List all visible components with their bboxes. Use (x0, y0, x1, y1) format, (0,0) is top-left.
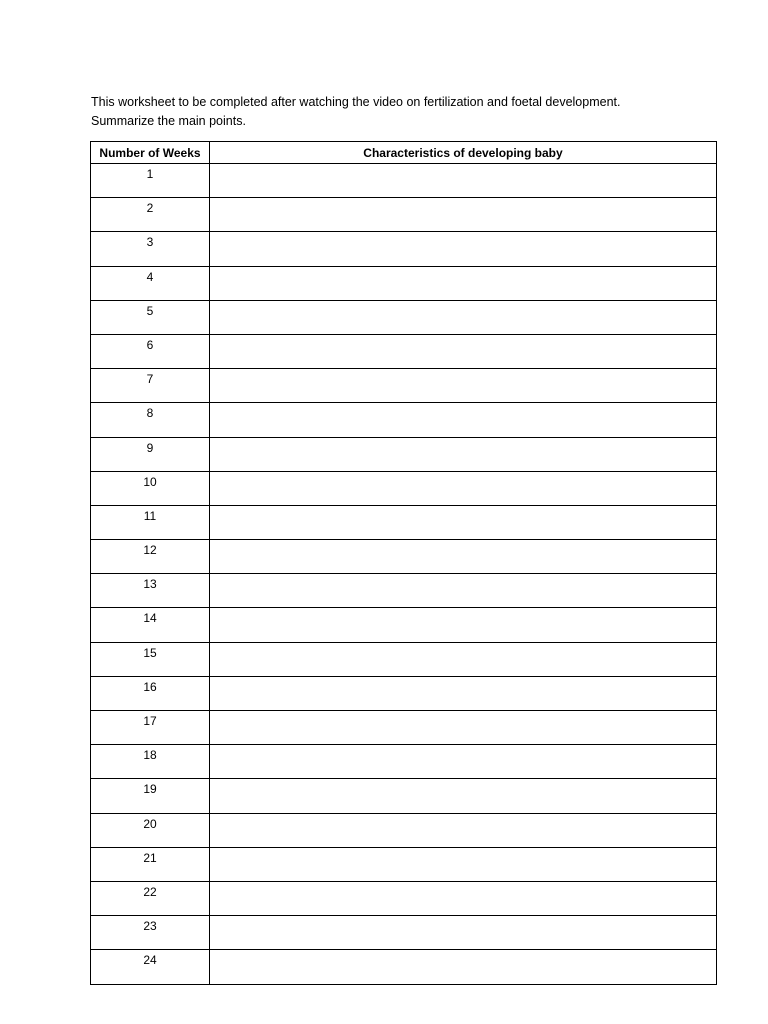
week-number-cell: 21 (91, 847, 210, 881)
table-row (91, 574, 717, 608)
characteristics-cell[interactable] (210, 745, 717, 779)
week-number-cell: 3 (91, 232, 210, 266)
week-number-cell: 11 (91, 505, 210, 539)
characteristics-cell[interactable] (210, 916, 717, 950)
characteristics-cell[interactable] (210, 608, 717, 642)
instructions-line-1: This worksheet to be completed after watching the video on fertilization and foetal development. (91, 95, 621, 109)
table-row (91, 369, 717, 403)
table-row (91, 437, 717, 471)
week-number-cell: 1 (91, 164, 210, 198)
week-number-cell: 17 (91, 711, 210, 745)
characteristics-cell[interactable] (210, 198, 717, 232)
week-number-cell: 14 (91, 608, 210, 642)
table-row (91, 745, 717, 779)
table-row (91, 164, 717, 198)
table-row (91, 540, 717, 574)
characteristics-cell[interactable] (210, 437, 717, 471)
table-row (91, 676, 717, 710)
characteristics-cell[interactable] (210, 300, 717, 334)
week-number-cell: 22 (91, 881, 210, 915)
header-characteristics: Characteristics of developing baby (210, 142, 717, 164)
table-header-row (91, 142, 717, 164)
table-row (91, 711, 717, 745)
characteristics-cell[interactable] (210, 232, 717, 266)
week-number-cell: 12 (91, 540, 210, 574)
table-row (91, 334, 717, 368)
table-row (91, 608, 717, 642)
week-number-cell: 5 (91, 300, 210, 334)
table-row (91, 916, 717, 950)
characteristics-cell[interactable] (210, 711, 717, 745)
week-number-cell: 15 (91, 642, 210, 676)
table-row (91, 779, 717, 813)
table-row (91, 232, 717, 266)
characteristics-cell[interactable] (210, 505, 717, 539)
week-number-cell: 8 (91, 403, 210, 437)
week-number-cell: 4 (91, 266, 210, 300)
week-number-cell: 13 (91, 574, 210, 608)
worksheet-table (90, 141, 717, 985)
table-row (91, 847, 717, 881)
characteristics-cell[interactable] (210, 574, 717, 608)
table-row (91, 881, 717, 915)
table-row (91, 505, 717, 539)
week-number-cell: 9 (91, 437, 210, 471)
week-number-cell: 2 (91, 198, 210, 232)
week-number-cell: 6 (91, 334, 210, 368)
characteristics-cell[interactable] (210, 813, 717, 847)
characteristics-cell[interactable] (210, 950, 717, 984)
table-row (91, 813, 717, 847)
week-number-cell: 24 (91, 950, 210, 984)
characteristics-cell[interactable] (210, 676, 717, 710)
characteristics-cell[interactable] (210, 164, 717, 198)
table-body (91, 164, 717, 985)
table-row (91, 266, 717, 300)
characteristics-cell[interactable] (210, 642, 717, 676)
characteristics-cell[interactable] (210, 334, 717, 368)
instructions-line-2: Summarize the main points. (91, 114, 246, 128)
week-number-cell: 16 (91, 676, 210, 710)
characteristics-cell[interactable] (210, 779, 717, 813)
week-number-cell: 23 (91, 916, 210, 950)
characteristics-cell[interactable] (210, 471, 717, 505)
characteristics-cell[interactable] (210, 403, 717, 437)
characteristics-cell[interactable] (210, 266, 717, 300)
characteristics-cell[interactable] (210, 540, 717, 574)
characteristics-cell[interactable] (210, 881, 717, 915)
week-number-cell: 7 (91, 369, 210, 403)
week-number-cell: 10 (91, 471, 210, 505)
table-row (91, 300, 717, 334)
table-row (91, 471, 717, 505)
characteristics-cell[interactable] (210, 369, 717, 403)
table-row (91, 198, 717, 232)
header-number-of-weeks: Number of Weeks (91, 142, 210, 164)
table-row (91, 403, 717, 437)
week-number-cell: 20 (91, 813, 210, 847)
table-row (91, 950, 717, 984)
week-number-cell: 18 (91, 745, 210, 779)
table-row (91, 642, 717, 676)
instructions (91, 93, 731, 131)
characteristics-cell[interactable] (210, 847, 717, 881)
week-number-cell: 19 (91, 779, 210, 813)
